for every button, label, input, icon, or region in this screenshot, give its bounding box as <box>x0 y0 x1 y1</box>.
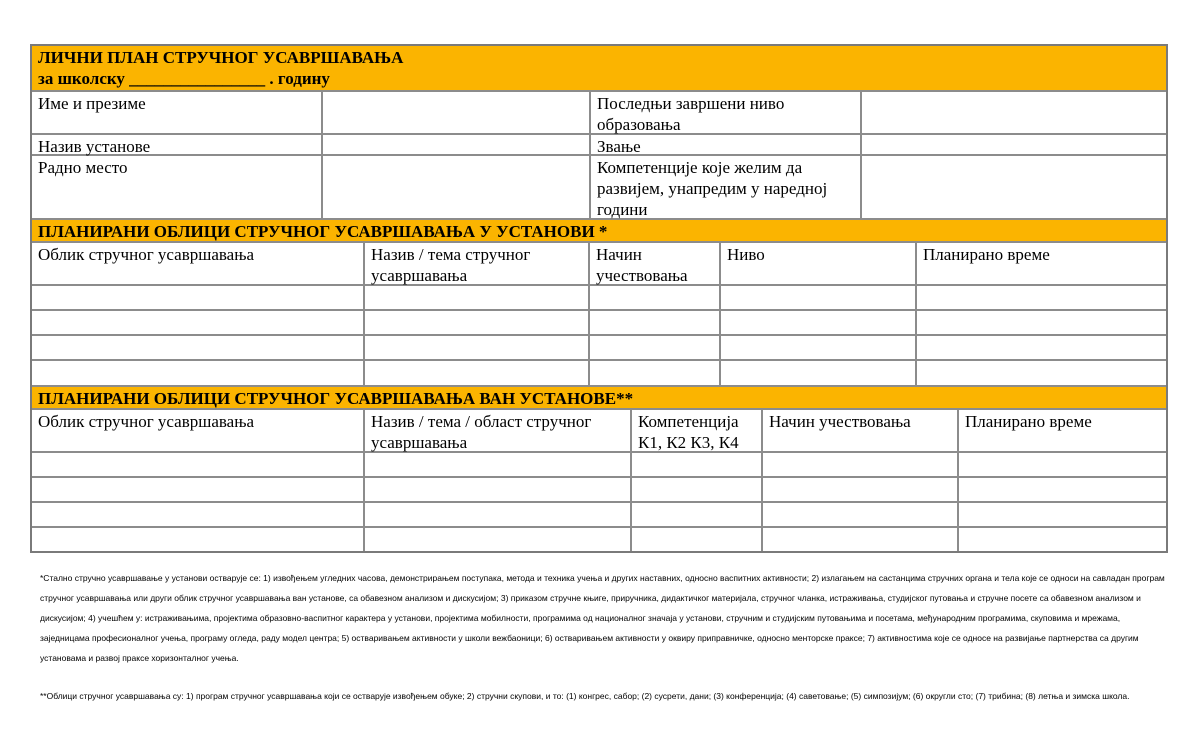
table-cell[interactable] <box>588 336 719 359</box>
table-cell[interactable] <box>957 453 1166 476</box>
education-field[interactable] <box>860 92 1166 133</box>
footnote-in-institution: *Стално стручно усавршавање у установи остварује се: 1) извођењем угледних часова, демонстрирањем поступака, метода и техника учења и других наставних, односно васпитних активности; 2) излагањем на састанцима стручних органа и тела које се односи на савладан програм стручног усавршавања или други облик стручног усавршавања ван установе, са обавезном анализом и дискусијом; 3) приказом стручне књиге, приручника, дидактичког материјала, стручног чланка, истраживања, студијског путовања и стручне посете са обавезном анализом и дискусијом; 4) учешћем у: истраживањима, пројектима образовно-васпитног карактера у установи, пројектима мобилности, програмима од националног значаја у установи, стручним и студијским путовањима и посетама, међународним програмима, скуповима и мрежама, заједницама професионалног учења, програму огледа, раду модел центра; 5) остваривањем активности у школи вежбаоници; 6) остваривањем активности у оквиру приправничке, односно менторске праксе; 7) активностима које се односе на развијање партнерства са другим установама и развој праксе хоризонталног учења. <box>40 573 1165 663</box>
table-cell[interactable] <box>630 528 761 551</box>
table-cell[interactable] <box>761 503 957 526</box>
table-cell[interactable] <box>915 286 1166 309</box>
table-cell[interactable] <box>588 286 719 309</box>
table-cell[interactable] <box>363 528 630 551</box>
school-year-line[interactable]: за школску ________________ . годину <box>38 69 330 88</box>
table-row <box>32 359 1166 385</box>
form-title: ЛИЧНИ ПЛАН СТРУЧНОГ УСАВРШАВАЊА <box>38 48 404 67</box>
table-cell[interactable] <box>761 453 957 476</box>
table-cell[interactable] <box>915 311 1166 334</box>
table-row <box>32 284 1166 309</box>
footnote-out-institution: **Облици стручног усавршавања су: 1) програм стручног усавршавања који се остварује извођењем обуке; 2) стручни скупови, и то: (1) конгрес, сабор; (2) сусрети, дани; (3) конференција; (4) саветовање; (5) симпозијум; (6) округли сто; (7) трибина; (8) летња и зимска школа. <box>40 691 1130 701</box>
table-cell[interactable] <box>363 336 588 359</box>
section-in-header <box>32 218 1166 241</box>
personal-row-1 <box>32 90 1166 133</box>
title-field[interactable] <box>860 135 1166 154</box>
form-header <box>32 46 1166 90</box>
name-label: Име и презиме <box>38 94 146 113</box>
competencies-label: Компетенције које желим да развијем, унапредим у наредној години <box>589 156 860 218</box>
table-cell[interactable] <box>363 361 588 385</box>
table-cell[interactable] <box>32 336 363 359</box>
table-cell[interactable] <box>761 478 957 501</box>
table-cell[interactable] <box>32 286 363 309</box>
table-cell[interactable] <box>719 286 915 309</box>
section-out-column-headers <box>32 408 1166 451</box>
name-field[interactable] <box>321 92 589 133</box>
position-field[interactable] <box>321 156 589 218</box>
table-row <box>32 451 1166 476</box>
institution-field[interactable] <box>321 135 589 154</box>
position-label: Радно место <box>38 158 128 177</box>
column-header: Ниво <box>719 243 915 284</box>
table-cell[interactable] <box>761 528 957 551</box>
table-row <box>32 526 1166 551</box>
title-label: Звање <box>589 135 860 154</box>
table-cell[interactable] <box>630 503 761 526</box>
section-out-title: ПЛАНИРАНИ ОБЛИЦИ СТРУЧНОГ УСАВРШАВАЊА ВАН УСТАНОВЕ** <box>32 387 1166 408</box>
table-cell[interactable] <box>363 503 630 526</box>
column-header: Начин учествовања <box>761 410 957 451</box>
education-label: Последњи завршени ниво образовања <box>589 92 860 133</box>
column-header: Назив / тема / област стручног усавршавања <box>363 410 630 451</box>
table-cell[interactable] <box>719 336 915 359</box>
footnotes <box>40 568 1165 706</box>
section-in-column-headers <box>32 241 1166 284</box>
table-cell[interactable] <box>915 361 1166 385</box>
competencies-field[interactable] <box>860 156 1166 218</box>
column-header: Планирано време <box>957 410 1166 451</box>
column-header: Назив / тема стручног усавршавања <box>363 243 588 284</box>
table-cell[interactable] <box>32 528 363 551</box>
column-header: Планирано време <box>915 243 1166 284</box>
table-cell[interactable] <box>630 453 761 476</box>
table-row <box>32 309 1166 334</box>
table-cell[interactable] <box>630 478 761 501</box>
table-cell[interactable] <box>32 453 363 476</box>
table-cell[interactable] <box>363 453 630 476</box>
table-cell[interactable] <box>957 478 1166 501</box>
section-in-title: ПЛАНИРАНИ ОБЛИЦИ СТРУЧНОГ УСАВРШАВАЊА У УСТАНОВИ * <box>32 220 1166 241</box>
section-out-header <box>32 385 1166 408</box>
table-cell[interactable] <box>957 528 1166 551</box>
personal-row-3 <box>32 154 1166 218</box>
table-row <box>32 334 1166 359</box>
table-row <box>32 501 1166 526</box>
column-header: Облик стручног усавршавања <box>38 412 255 431</box>
table-cell[interactable] <box>957 503 1166 526</box>
column-header: Компетенција К1, К2 К3, К4 <box>630 410 761 451</box>
table-cell[interactable] <box>32 361 363 385</box>
table-cell[interactable] <box>719 361 915 385</box>
table-cell[interactable] <box>363 286 588 309</box>
table-cell[interactable] <box>32 311 363 334</box>
table-cell[interactable] <box>363 311 588 334</box>
personal-row-2 <box>32 133 1166 154</box>
table-cell[interactable] <box>588 311 719 334</box>
institution-label: Назив установе <box>38 137 151 156</box>
table-cell[interactable] <box>32 478 363 501</box>
table-cell[interactable] <box>588 361 719 385</box>
professional-development-plan-form <box>30 44 1168 553</box>
column-header: Начин учествовања <box>588 243 719 284</box>
table-cell[interactable] <box>915 336 1166 359</box>
table-row <box>32 476 1166 501</box>
table-cell[interactable] <box>719 311 915 334</box>
form-header-cell <box>32 46 1166 90</box>
column-header: Облик стручног усавршавања <box>38 245 255 264</box>
table-cell[interactable] <box>363 478 630 501</box>
table-cell[interactable] <box>32 503 363 526</box>
